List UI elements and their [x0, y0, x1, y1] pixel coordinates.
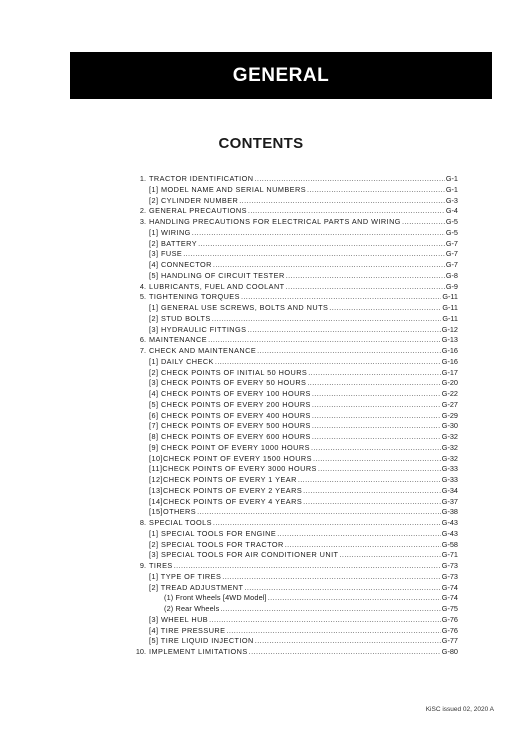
toc-entry[interactable] [134, 325, 458, 336]
toc-leader-dots [285, 540, 441, 551]
toc-entry-title: [2] STUD BOLTS [149, 313, 211, 323]
toc-entry-title: [2] TREAD ADJUSTMENT [149, 582, 244, 592]
toc-entry-title: [6] CHECK POINTS OF EVERY 400 HOURS [149, 410, 311, 420]
toc-entry-page: G-58 [441, 539, 458, 549]
toc-entry-title: [13]CHECK POINTS OF EVERY 2 YEARS [149, 485, 303, 495]
toc-entry[interactable] [134, 507, 458, 518]
toc-leader-dots [307, 378, 440, 389]
toc-entry-title: [1] GENERAL USE SCREWS, BOLTS AND NUTS [149, 303, 329, 312]
toc-entry[interactable] [134, 174, 458, 185]
toc-leader-dots [257, 346, 441, 357]
toc-entry-title: [8] CHECK POINTS OF EVERY 600 HOURS [149, 432, 311, 441]
toc-entry[interactable] [134, 282, 458, 293]
toc-entry-page: G-32 [441, 453, 458, 463]
toc-leader-dots [277, 529, 441, 540]
toc-entry-number: 7. [139, 346, 146, 355]
toc-entry-title: [3] SPECIAL TOOLS FOR AIR CONDITIONER UNIT [149, 550, 339, 560]
toc-leader-dots [286, 271, 445, 282]
toc-entry[interactable] [134, 604, 458, 615]
toc-entry-title: [5] HANDLING OF CIRCUIT TESTER [149, 270, 285, 280]
toc-entry-title: TIGHTENING TORQUES [149, 292, 240, 302]
toc-entry-title: [4] CONNECTOR [149, 260, 212, 269]
toc-entry-number: 4. [139, 281, 146, 291]
toc-entry-page: G-77 [441, 636, 458, 646]
toc-entry[interactable] [134, 486, 458, 497]
toc-entry-number: 10. [135, 647, 146, 656]
toc-leader-dots [208, 335, 441, 346]
toc-leader-dots [192, 228, 445, 239]
toc-entry-title: [7] CHECK POINTS OF EVERY 500 HOURS [149, 421, 311, 431]
toc-entry-title: [4] TIRE PRESSURE [149, 625, 226, 635]
toc-leader-dots [247, 325, 440, 336]
toc-leader-dots [286, 282, 445, 293]
toc-entry-page: G-7 [445, 238, 458, 248]
toc-entry-title: [1] WIRING [149, 227, 191, 237]
toc-entry[interactable] [134, 443, 458, 454]
toc-entry[interactable] [134, 378, 458, 389]
toc-entry[interactable] [134, 561, 458, 572]
toc-entry-page: G-12 [441, 324, 458, 334]
toc-leader-dots [339, 550, 440, 561]
toc-entry[interactable] [134, 335, 458, 346]
toc-entry-title: IMPLEMENT LIMITATIONS [149, 647, 248, 656]
section-title: GENERAL [232, 64, 330, 86]
toc-leader-dots [198, 239, 445, 250]
toc-entry-page: G-71 [441, 550, 458, 560]
toc-entry-title: (1) Front Wheels [4WD Model] [164, 593, 267, 603]
toc-entry-page: G-5 [445, 217, 458, 226]
toc-entry-title: [4] CHECK POINTS OF EVERY 100 HOURS [149, 389, 311, 398]
toc-entry-number: 1. [139, 174, 146, 183]
toc-entry-page: G-5 [445, 227, 458, 237]
toc-entry[interactable] [134, 185, 458, 196]
toc-entry-title: GENERAL PRECAUTIONS [149, 206, 247, 216]
toc-entry[interactable] [134, 228, 458, 239]
toc-entry[interactable] [134, 271, 458, 282]
toc-entry[interactable] [134, 593, 458, 604]
table-of-contents [134, 174, 458, 658]
toc-leader-dots [220, 604, 440, 615]
toc-entry[interactable] [134, 615, 458, 626]
toc-leader-dots [313, 454, 441, 465]
toc-entry-title: (2) Rear Wheels [164, 604, 220, 613]
toc-entry[interactable] [134, 464, 458, 475]
toc-leader-dots [183, 249, 445, 260]
toc-leader-dots [312, 421, 441, 432]
toc-entry-page: G-74 [441, 593, 458, 603]
toc-entry-page: G-74 [441, 582, 458, 592]
toc-entry-title: [5] CHECK POINTS OF EVERY 200 HOURS [149, 399, 311, 409]
toc-entry[interactable] [134, 454, 458, 465]
toc-entry-page: G-16 [441, 356, 458, 366]
toc-entry[interactable] [134, 540, 458, 551]
toc-leader-dots [226, 626, 440, 637]
toc-entry-title: [15]OTHERS [149, 507, 197, 517]
toc-leader-dots [174, 561, 441, 572]
toc-entry-page: G-33 [441, 464, 458, 474]
toc-leader-dots [307, 185, 445, 196]
toc-entry[interactable] [134, 239, 458, 250]
toc-entry[interactable] [134, 421, 458, 432]
toc-entry-page: G-7 [445, 249, 458, 259]
toc-leader-dots [268, 593, 441, 604]
toc-entry-title: [9] CHECK POINT OF EVERY 1000 HOURS [149, 442, 310, 452]
toc-leader-dots [402, 217, 445, 228]
toc-entry-page: G-80 [441, 647, 458, 656]
toc-entry[interactable] [134, 647, 458, 658]
toc-entry-page: G-1 [445, 174, 458, 183]
toc-leader-dots [311, 443, 441, 454]
toc-entry[interactable] [134, 196, 458, 207]
toc-entry[interactable] [134, 346, 458, 357]
toc-leader-dots [312, 432, 441, 443]
toc-entry-page: G-76 [441, 625, 458, 635]
toc-entry-page: G-75 [441, 604, 458, 613]
toc-entry[interactable] [134, 357, 458, 368]
toc-leader-dots [255, 174, 445, 185]
toc-entry-title: [3] CHECK POINTS OF EVERY 50 HOURS [149, 378, 307, 388]
toc-entry[interactable] [134, 314, 458, 325]
toc-entry-page: G-11 [442, 313, 458, 323]
toc-entry-page: G-20 [441, 378, 458, 388]
toc-leader-dots [308, 368, 441, 379]
toc-entry-page: G-33 [441, 475, 458, 484]
toc-entry-title: HANDLING PRECAUTIONS FOR ELECTRICAL PARTS AND WIRING [149, 217, 401, 226]
toc-leader-dots [244, 583, 440, 594]
toc-leader-dots [298, 475, 441, 486]
toc-entry-page: G-73 [441, 561, 458, 570]
toc-entry-title: [1] MODEL NAME AND SERIAL NUMBERS [149, 184, 307, 194]
toc-entry-title: CHECK AND MAINTENANCE [149, 346, 257, 355]
toc-leader-dots [215, 357, 441, 368]
toc-entry-title: [14]CHECK POINTS OF EVERY 4 YEARS [149, 496, 303, 506]
toc-entry-page: G-76 [441, 614, 458, 624]
toc-entry-page: G-73 [441, 571, 458, 581]
toc-entry[interactable] [134, 583, 458, 594]
toc-entry-title: [2] BATTERY [149, 238, 198, 248]
toc-entry[interactable] [134, 529, 458, 540]
toc-entry-page: G-29 [441, 410, 458, 420]
toc-entry-page: G-3 [445, 195, 458, 205]
toc-leader-dots [255, 636, 441, 647]
toc-entry-number: 8. [139, 518, 146, 527]
toc-entry-title: [5] TIRE LIQUID INJECTION [149, 636, 254, 646]
toc-entry[interactable] [134, 206, 458, 217]
toc-entry[interactable] [134, 550, 458, 561]
toc-leader-dots [318, 464, 441, 475]
toc-entry-page: G-13 [441, 335, 458, 345]
toc-entry-title: [2] CYLINDER NUMBER [149, 195, 239, 205]
toc-entry[interactable] [134, 292, 458, 303]
toc-leader-dots [209, 615, 441, 626]
toc-entry-title: [1] SPECIAL TOOLS FOR ENGINE [149, 528, 277, 538]
toc-entry[interactable] [134, 475, 458, 486]
toc-entry[interactable] [134, 626, 458, 637]
toc-entry-title: [3] HYDRAULIC FITTINGS [149, 324, 247, 334]
toc-leader-dots [213, 260, 445, 271]
toc-entry-number: 9. [139, 561, 146, 570]
toc-entry-title: LUBRICANTS, FUEL AND COOLANT [149, 281, 285, 291]
toc-entry[interactable] [134, 217, 458, 228]
toc-entry[interactable] [134, 368, 458, 379]
toc-entry-title: TRACTOR IDENTIFICATION [149, 174, 254, 183]
toc-entry-page: G-7 [445, 260, 458, 269]
toc-entry-title: [12]CHECK POINTS OF EVERY 1 YEAR [149, 475, 297, 484]
toc-entry-page: G-38 [441, 507, 458, 517]
toc-entry-page: G-11 [442, 292, 458, 302]
contents-heading: CONTENTS [218, 135, 304, 152]
toc-leader-dots [312, 389, 441, 400]
toc-leader-dots [222, 572, 441, 583]
toc-entry-title: SPECIAL TOOLS [149, 518, 212, 527]
toc-entry-page: G-4 [445, 206, 458, 216]
toc-entry-page: G-37 [441, 496, 458, 506]
toc-leader-dots [249, 647, 441, 658]
toc-entry[interactable] [134, 303, 458, 314]
toc-entry-page: G-9 [445, 281, 458, 291]
toc-leader-dots [312, 400, 441, 411]
toc-entry[interactable] [134, 260, 458, 271]
toc-entry[interactable] [134, 389, 458, 400]
toc-entry-page: G-32 [441, 432, 458, 441]
issue-footer: KiSC issued 02, 2020 A [425, 706, 494, 713]
toc-entry-number: 5. [139, 292, 146, 302]
toc-entry-page: G-43 [441, 528, 458, 538]
toc-entry-title: [10]CHECK POINT OF EVERY 1500 HOURS [149, 453, 312, 463]
toc-entry-title: [2] SPECIAL TOOLS FOR TRACTOR [149, 539, 284, 549]
toc-entry-title: MAINTENANCE [149, 335, 208, 345]
toc-entry[interactable] [134, 636, 458, 647]
toc-entry-page: G-34 [441, 485, 458, 495]
toc-leader-dots [312, 411, 441, 422]
toc-entry-page: G-8 [445, 270, 458, 280]
toc-leader-dots [248, 206, 445, 217]
toc-leader-dots [241, 292, 441, 303]
toc-entry-title: [1] DAILY CHECK [149, 356, 214, 366]
toc-entry-page: G-43 [441, 518, 458, 527]
toc-entry-page: G-16 [441, 346, 458, 355]
toc-leader-dots [213, 518, 441, 529]
toc-entry[interactable] [134, 518, 458, 529]
toc-entry[interactable] [134, 411, 458, 422]
toc-entry-title: [11]CHECK POINTS OF EVERY 3000 HOURS [149, 464, 317, 474]
toc-entry-number: 6. [139, 335, 146, 345]
toc-leader-dots [329, 303, 441, 314]
toc-entry-page: G-32 [441, 442, 458, 452]
toc-entry-page: G-17 [441, 367, 458, 377]
toc-entry-number: 2. [139, 206, 146, 216]
toc-entry[interactable] [134, 497, 458, 508]
toc-entry-title: [1] TYPE OF TIRES [149, 571, 222, 581]
section-banner [70, 52, 492, 99]
toc-entry-number: 3. [139, 217, 146, 226]
toc-leader-dots [197, 507, 441, 518]
toc-entry-title: [2] CHECK POINTS OF INITIAL 50 HOURS [149, 367, 308, 377]
toc-entry-title: [3] FUSE [149, 249, 183, 259]
toc-entry-page: G-27 [441, 399, 458, 409]
toc-entry[interactable] [134, 249, 458, 260]
toc-leader-dots [239, 196, 445, 207]
toc-entry[interactable] [134, 432, 458, 443]
toc-entry-page: G-11 [442, 303, 458, 312]
toc-entry-page: G-30 [441, 421, 458, 431]
toc-entry-title: [3] WHEEL HUB [149, 614, 209, 624]
toc-leader-dots [303, 497, 441, 508]
toc-entry[interactable] [134, 400, 458, 411]
toc-entry-title: TIRES [149, 561, 173, 570]
toc-leader-dots [212, 314, 442, 325]
toc-entry[interactable] [134, 572, 458, 583]
toc-entry-page: G-1 [445, 184, 458, 194]
toc-entry-page: G-22 [441, 389, 458, 398]
toc-leader-dots [303, 486, 441, 497]
